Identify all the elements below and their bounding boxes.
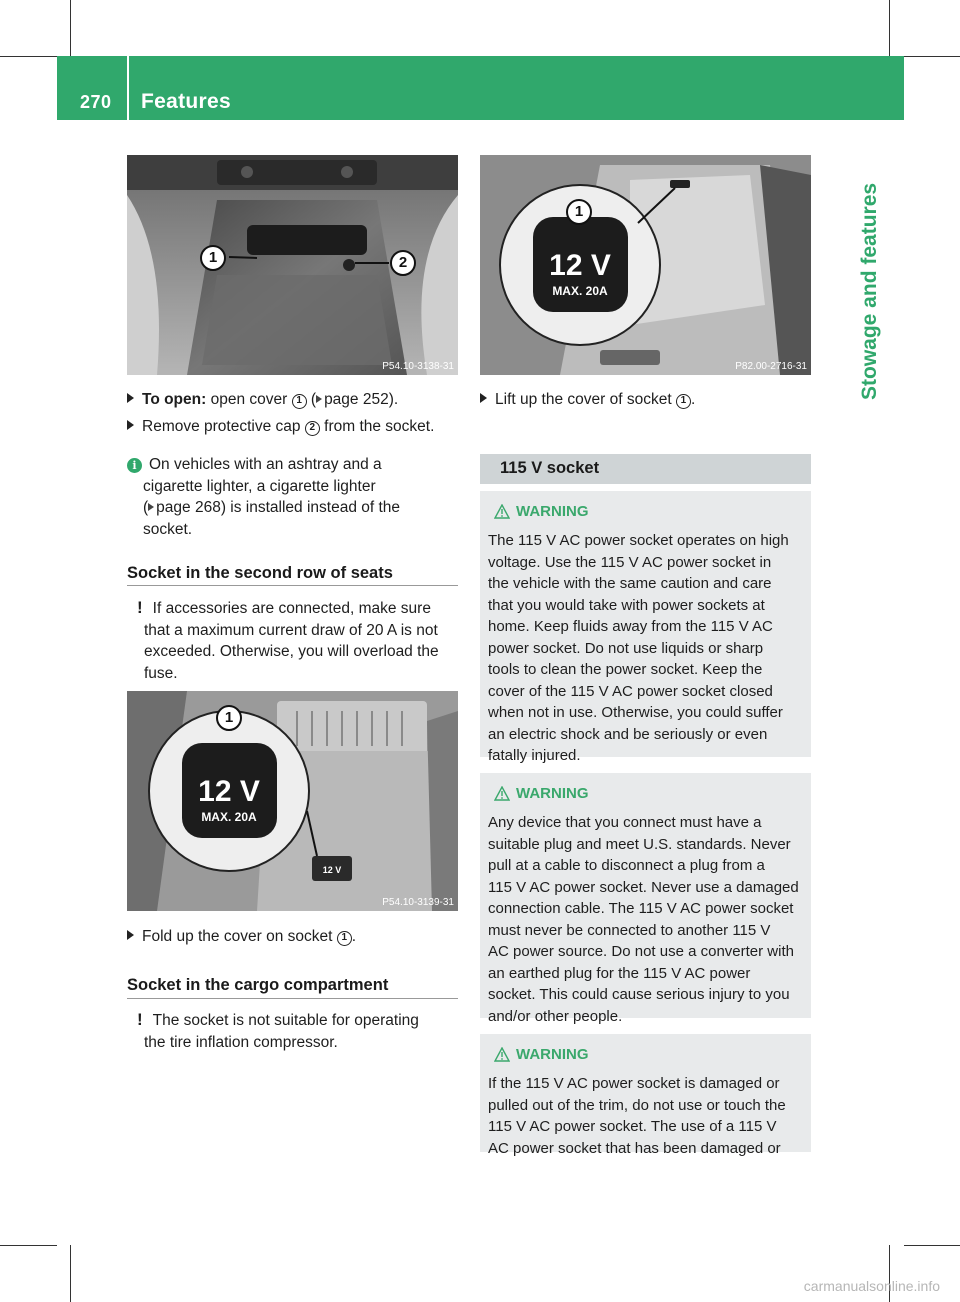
info-line — [127, 497, 462, 519]
photo-center-console — [127, 155, 458, 375]
info-line: cigarette lighter, a cigarette lighter — [143, 477, 376, 495]
crop-mark — [904, 56, 960, 57]
watermark: carmanualsonline.info — [803, 1278, 940, 1294]
warning-line: must never be connected to another 115 V — [488, 921, 771, 939]
note-line: If accessories are connected, make sure — [152, 600, 431, 617]
warning-line: 115 V AC power socket. Never use a damaged — [488, 878, 799, 896]
warning-line: voltage. Use the 115 V AC power socket in — [488, 553, 772, 571]
step-text: ). — [388, 391, 399, 408]
warning-body — [488, 530, 808, 767]
heading-second-row: Socket in the second row of seats — [127, 564, 393, 582]
warning-line: that you would take with power sockets at — [488, 596, 765, 614]
socket-sub-label: MAX. 20A — [201, 810, 257, 824]
page-ref-link[interactable]: page 268 — [156, 499, 221, 516]
step-text: Lift up the cover of socket — [495, 391, 676, 408]
note-line: the tire inflation compressor. — [144, 1033, 338, 1051]
warning-triangle-icon — [494, 504, 510, 519]
ref-1-icon: 1 — [292, 394, 307, 409]
crop-mark — [889, 0, 890, 56]
info-text: ( — [143, 499, 149, 516]
photo-code: P54.10-3138-31 — [382, 361, 454, 372]
warning-line: pulled out of the trim, do not use or touch the — [488, 1096, 786, 1114]
step-arrow-icon — [480, 393, 487, 403]
callout-1: 1 — [216, 705, 242, 731]
warning-line: tools to clean the power socket. Keep the — [488, 661, 763, 678]
page-ref-link[interactable]: page 252 — [324, 391, 389, 408]
warning-line: suitable plug and meet U.S. standards. Never — [488, 835, 791, 853]
caution-note-accessories — [127, 597, 467, 684]
warning-line: AC power source. Do not use a converter with — [488, 943, 794, 960]
note-line: exceeded. Otherwise, you will overload the — [144, 643, 439, 660]
heading-cargo: Socket in the cargo compartment — [127, 976, 389, 994]
warning-header — [494, 785, 589, 802]
step-text: from the socket. — [319, 418, 435, 435]
warning-body — [488, 1073, 808, 1159]
note-line: The socket is not suitable for operating — [152, 1012, 419, 1029]
warning-line: the vehicle with the same caution and care — [488, 575, 772, 592]
socket-label: 12 V — [198, 775, 260, 808]
header-separator — [127, 56, 129, 120]
crop-mark — [70, 0, 71, 56]
photo-code: P82.00-2716-31 — [735, 361, 807, 372]
warning-line: home. Keep fluids away from the 115 V AC — [488, 618, 773, 635]
note-line: fuse. — [144, 664, 178, 682]
step-open-cover: To open: open cover 1 ( page 252). — [127, 389, 462, 411]
warning-line: AC power socket that has been damaged or — [488, 1139, 781, 1157]
heading-rule — [127, 585, 458, 586]
info-note — [127, 454, 462, 540]
warning-box-1 — [480, 491, 811, 764]
warning-box-3 — [480, 1034, 811, 1157]
caution-note-compressor — [127, 1009, 467, 1053]
side-tab — [836, 120, 904, 400]
warning-box-2 — [480, 773, 811, 1025]
crop-mark — [0, 56, 57, 57]
note-line: that a maximum current draw of 20 A is not — [144, 621, 438, 639]
socket-label: 12 V — [549, 249, 611, 282]
rear-socket-illustration — [127, 691, 458, 911]
crop-mark — [0, 1245, 57, 1246]
step-lift-cover — [480, 389, 815, 411]
warning-line: socket. This could cause serious injury to you — [488, 986, 790, 1003]
step-arrow-icon — [127, 393, 134, 403]
warning-line: and/or other people. — [488, 1007, 623, 1025]
warning-line: 115 V AC power socket. The use of a 115 V — [488, 1118, 777, 1135]
step-fold-cover — [127, 926, 462, 948]
section-header-115v — [480, 454, 811, 484]
step-text: open cover — [206, 391, 292, 408]
warning-header — [494, 503, 589, 520]
photo-cargo-socket — [480, 155, 811, 375]
side-tab-label: Stowage and features — [858, 182, 881, 400]
warning-line: an electric shock and be seriously or even — [488, 725, 768, 743]
ref-2-icon: 2 — [305, 421, 320, 436]
callout-1: 1 — [200, 245, 226, 271]
warning-line: an earthed plug for the 115 V AC power — [488, 964, 751, 982]
step-arrow-icon — [127, 930, 134, 940]
warning-line: If the 115 V AC power socket is damaged or — [488, 1075, 780, 1092]
photo-code: P54.10-3139-31 — [382, 897, 454, 908]
page-ref-icon — [148, 503, 154, 511]
warning-label: WARNING — [516, 503, 589, 520]
page-title: Features — [141, 90, 231, 113]
step-text: Fold up the cover on socket — [142, 928, 337, 945]
callout-2: 2 — [390, 250, 416, 276]
info-line: On vehicles with an ashtray and a — [149, 456, 382, 473]
step-remove-cap — [127, 416, 467, 438]
caution-icon: ! — [137, 598, 143, 617]
step-text: Remove protective cap — [142, 418, 305, 435]
warning-header — [494, 1046, 589, 1063]
warning-line: power socket. Do not use liquids or sharp — [488, 639, 764, 657]
heading-rule — [127, 998, 458, 999]
warning-label: WARNING — [516, 785, 589, 802]
callout-1: 1 — [566, 199, 592, 225]
warning-line: pull at a cable to disconnect a plug from a — [488, 857, 765, 874]
ref-1-icon: 1 — [676, 394, 691, 409]
mini-socket-label: 12 V — [322, 865, 342, 875]
step-lead: To open: — [142, 391, 207, 408]
warning-line: fatally injured. — [488, 747, 581, 764]
step-arrow-icon — [127, 420, 134, 430]
caution-icon: ! — [137, 1010, 143, 1029]
warning-line: Any device that you connect must have a — [488, 814, 762, 831]
page-number: 270 — [80, 92, 112, 112]
warning-label: WARNING — [516, 1046, 589, 1063]
crop-mark — [70, 1245, 71, 1302]
warning-body — [488, 812, 808, 1027]
step-text: . — [690, 391, 696, 408]
warning-line: when not in use. Otherwise, you could suffer — [488, 704, 783, 721]
section-title: 115 V socket — [500, 459, 600, 477]
page-ref-icon — [316, 395, 322, 403]
info-text: ) is installed instead of the — [220, 499, 401, 516]
step-text: . — [351, 928, 357, 945]
warning-line: cover of the 115 V AC power socket closed — [488, 682, 773, 700]
info-line: socket. — [143, 520, 193, 538]
cargo-socket-illustration — [480, 155, 811, 375]
warning-line: connection cable. The 115 V AC power socket — [488, 900, 794, 917]
photo-rear-socket — [127, 691, 458, 911]
ref-1-icon: 1 — [337, 931, 352, 946]
info-icon: i — [127, 458, 142, 473]
crop-mark — [904, 1245, 960, 1246]
warning-triangle-icon — [494, 786, 510, 801]
socket-sub-label: MAX. 20A — [552, 284, 608, 298]
warning-line: The 115 V AC power socket operates on high — [488, 532, 789, 549]
warning-triangle-icon — [494, 1047, 510, 1062]
